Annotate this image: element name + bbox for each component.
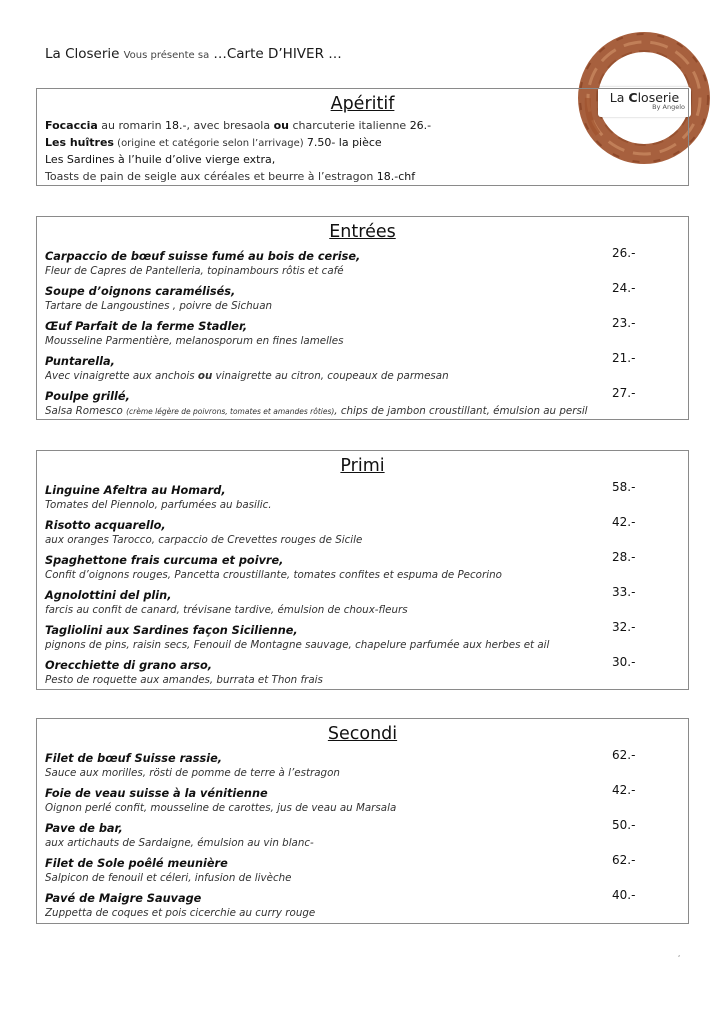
dish-price: 42.- xyxy=(612,783,636,797)
dish-description: Avec vinaigrette aux anchois ou vinaigrette au citron, coupeaux de parmesan xyxy=(45,369,449,382)
entrees-title: Entrées xyxy=(329,222,396,242)
header-intro: Vous présente sa xyxy=(123,50,210,61)
primi-list xyxy=(37,479,688,689)
dish-name: Carpaccio de bœuf suisse fumé au bois de cerise, xyxy=(45,250,361,263)
dish-name: Soupe d’oignons caramélisés, xyxy=(45,285,236,298)
menu-item xyxy=(45,350,688,368)
menu-item xyxy=(45,549,688,567)
dish-description: Zuppetta de coques et pois cicerchie au curry rouge xyxy=(45,906,316,919)
dish-name: Puntarella, xyxy=(45,355,115,368)
dish-name: Pave de bar, xyxy=(45,822,123,835)
menu-item xyxy=(45,315,688,333)
menu-item xyxy=(45,514,688,532)
menu-item xyxy=(45,245,688,263)
aperitif-toasts: Toasts de pain de seigle aux céréales et beurre à l’estragon 18.-chf xyxy=(45,170,416,183)
footer-mark: , xyxy=(678,950,681,958)
secondi-title: Secondi xyxy=(327,724,398,744)
dish-price: 21.- xyxy=(612,351,636,365)
dish-price: 24.- xyxy=(612,281,636,295)
dish-description: aux oranges Tarocco, carpaccio de Crevettes rouges de Sicile xyxy=(45,533,363,546)
menu-item xyxy=(45,280,688,298)
dish-description: Sauce aux morilles, rösti de pomme de terre à l’estragon xyxy=(45,766,340,779)
brand-name: La Closerie xyxy=(45,46,120,62)
dish-description: Oignon perlé confit, mousseline de carottes, jus de veau au Marsala xyxy=(45,801,397,814)
menu-item xyxy=(45,852,688,870)
dish-description: Mousseline Parmentière, melanosporum en fines lamelles xyxy=(45,334,344,347)
dish-name: Orecchiette di grano arso, xyxy=(45,659,213,672)
dish-description: pignons de pins, raisin secs, Fenouil de Montagne sauvage, chapelure parfumée aux herbes et ail xyxy=(45,638,550,651)
dish-name: Tagliolini aux Sardines façon Sicilienne, xyxy=(45,624,298,637)
secondi-section xyxy=(36,718,689,924)
menu-item xyxy=(45,887,688,905)
logo-subtitle: By Angelo xyxy=(652,103,685,111)
menu-item xyxy=(45,782,688,800)
dish-price: 40.- xyxy=(612,888,636,902)
dish-price: 27.- xyxy=(612,386,636,400)
dish-price: 33.- xyxy=(612,585,636,599)
aperitif-huitres: Les huîtres (origine et catégorie selon l’arrivage) 7.50- la pièce xyxy=(45,136,382,149)
menu-item xyxy=(45,817,688,835)
dish-name: Filet de Sole poêlé meunière xyxy=(45,857,228,870)
menu-item xyxy=(45,584,688,602)
dish-name: Poulpe grillé, xyxy=(45,390,130,403)
secondi-list xyxy=(37,747,688,922)
dish-description: Tomates del Piennolo, parfumées au basilic. xyxy=(45,498,272,511)
dish-name: Agnolottini del plin, xyxy=(45,589,172,602)
dish-price: 62.- xyxy=(612,748,636,762)
dish-price: 50.- xyxy=(612,818,636,832)
dish-price: 26.- xyxy=(612,246,636,260)
dish-description: Confit d’oignons rouges, Pancetta croustillante, tomates confites et espuma de Pecorino xyxy=(45,568,502,581)
dish-name: Filet de bœuf Suisse rassie, xyxy=(45,752,223,765)
entrees-section xyxy=(36,216,689,420)
menu-item xyxy=(45,479,688,497)
dish-price: 28.- xyxy=(612,550,636,564)
dish-description: Salpicon de fenouil et céleri, infusion de livèche xyxy=(45,871,292,884)
dish-name: Foie de veau suisse à la vénitienne xyxy=(45,787,268,800)
dish-description: Fleur de Capres de Pantelleria, topinambours rôtis et café xyxy=(45,264,344,277)
dish-price: 30.- xyxy=(612,655,636,669)
dish-price: 42.- xyxy=(612,515,636,529)
dish-name: Risotto acquarello, xyxy=(45,519,166,532)
primi-title: Primi xyxy=(340,456,385,476)
menu-item xyxy=(45,654,688,672)
menu-item xyxy=(45,619,688,637)
menu-item xyxy=(45,747,688,765)
dish-price: 62.- xyxy=(612,853,636,867)
aperitif-sardines: Les Sardines à l’huile d’olive vierge extra, xyxy=(45,153,276,166)
menu-header xyxy=(45,46,342,62)
aperitif-focaccia: Focaccia au romarin 18.-, avec bresaola ou charcuterie italienne 26.- xyxy=(45,119,432,132)
dish-price: 23.- xyxy=(612,316,636,330)
entrees-list xyxy=(37,245,688,420)
logo-name: La Closerie xyxy=(609,90,680,105)
dish-name: Pavé de Maigre Sauvage xyxy=(45,892,202,905)
menu-item xyxy=(45,385,688,403)
dish-description: Salsa Romesco (crème légère de poivrons, tomates et amandes rôties), chips de jambon croustillant, émulsion au persil xyxy=(45,404,588,417)
dish-description: aux artichauts de Sardaigne, émulsion au vin blanc- xyxy=(45,836,314,849)
dish-description: Pesto de roquette aux amandes, burrata et Thon frais xyxy=(45,673,323,686)
dish-description: farcis au confit de canard, trévisane tardive, émulsion de choux-fleurs xyxy=(45,603,408,616)
dish-price: 32.- xyxy=(612,620,636,634)
aperitif-lines xyxy=(37,117,688,185)
aperitif-title: Apéritif xyxy=(330,94,395,114)
dish-name: Œuf Parfait de la ferme Stadler, xyxy=(45,320,248,333)
dish-name: Linguine Afeltra au Homard, xyxy=(45,484,226,497)
primi-section xyxy=(36,450,689,690)
dish-price: 58.- xyxy=(612,480,636,494)
aperitif-section xyxy=(36,88,689,186)
dish-name: Spaghettone frais curcuma et poivre, xyxy=(45,554,284,567)
dish-description: Tartare de Langoustines , poivre de Sichuan xyxy=(45,299,273,312)
menu-title: …Carte D’HIVER … xyxy=(213,46,342,62)
